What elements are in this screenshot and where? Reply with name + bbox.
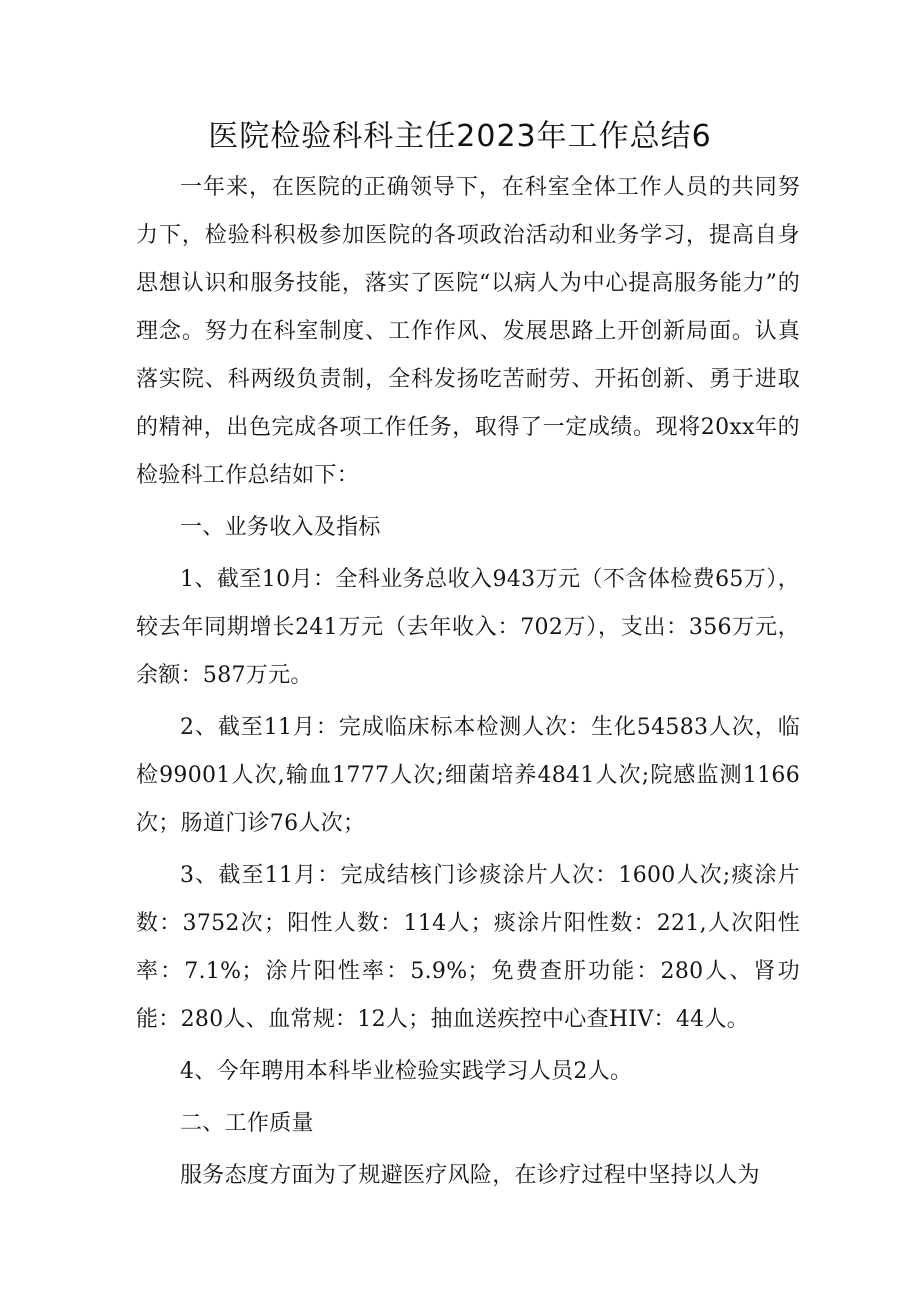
item-2-specimen-tests: 2、截至11月：完成临床标本检测人次：生化54583人次，临检99001人次,输血1777人次;细菌培养4841人次;院感监测1166次；肠道门诊76人次； — [136, 715, 800, 836]
intro-paragraph: 一年来，在医院的正确领导下，在科室全体工作人员的共同努力下，检验科积极参加医院的各项政治活动和业务学习，提高自身思想认识和服务技能，落实了医院“以病人为中心提高服务能力”的理念。努力在科室制度、工作作风、发展思路上开创新局面。认真落实院、科两级负责制，全科发扬吃苦耐劳、开拓创新、勇于进取的精神，出色完成各项工作任务，取得了一定成绩。现将20xx年的检验科工作总结如下： — [136, 175, 800, 488]
section-heading-income: 一、业务收入及指标 — [180, 515, 381, 540]
quality-paragraph: 服务态度方面为了规避医疗风险，在诊疗过程中坚持以人为 — [180, 1163, 760, 1188]
document-body — [136, 164, 800, 1200]
section-heading-quality: 二、工作质量 — [180, 1111, 314, 1136]
item-3-tb-clinic: 3、截至11月：完成结核门诊痰涂片人次：1600人次;痰涂片数：3752次；阳性人数：114人；痰涂片阳性数：221,人次阳性率：7.1%；涂片阳性率：5.9%；免费查肝功能：280人、肾功能：280人、血常规：12人；抽血送疾控中心查HIV：44人。 — [136, 863, 800, 1032]
document-title: 医院检验科科主任2023年工作总结6 — [208, 119, 712, 154]
item-4-staff: 4、今年聘用本科毕业检验实践学习人员2人。 — [180, 1059, 633, 1084]
item-1-income: 1、截至10月：全科业务总收入943万元（不含体检费65万），较去年同期增长241万元（去年收入：702万），支出：356万元，余额：587万元。 — [136, 567, 800, 688]
